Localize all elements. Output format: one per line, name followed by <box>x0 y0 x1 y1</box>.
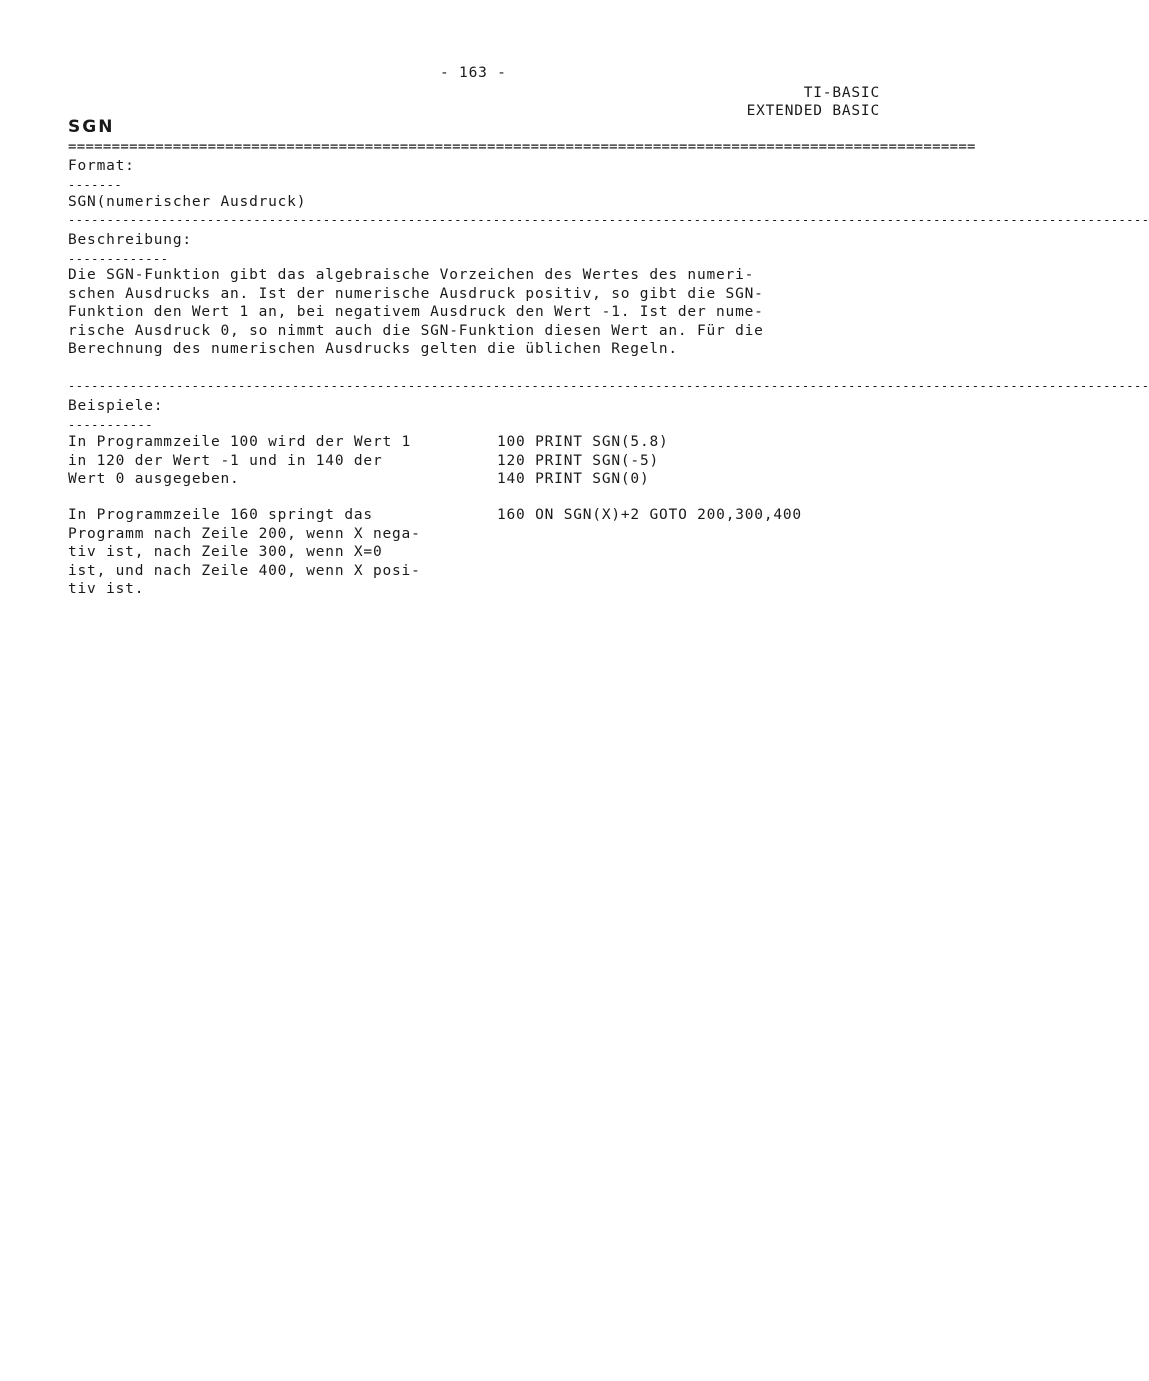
format-heading: Format: <box>68 158 135 174</box>
section-divider: -------------------------------------------------------------------------------------------------------------------------------------------- <box>68 379 1149 393</box>
example-text-line: tiv ist, nach Zeile 300, wenn X=0 <box>68 544 383 560</box>
example-1-code <box>497 433 669 489</box>
description-line: Die SGN-Funktion gibt das algebraische Vorzeichen des Wertes des numeri- <box>68 267 755 283</box>
example-text-line: ist, und nach Zeile 400, wenn X posi- <box>68 562 421 579</box>
example-text-line: In Programmzeile 100 wird der Wert 1 <box>68 434 412 450</box>
page-title: SGN <box>68 117 115 137</box>
example-1-text <box>68 433 411 489</box>
description-line: rische Ausdruck 0, so nimmt auch die SGN-Funktion diesen Wert an. Für die <box>68 322 764 339</box>
description-line: Funktion den Wert 1 an, bei negativem Ausdruck den Wert -1. Ist der nume- <box>68 304 764 320</box>
example-code-line: 100 PRINT SGN(5.8) <box>497 434 669 450</box>
description-paragraph <box>68 266 764 359</box>
description-line: Berechnung des numerischen Ausdrucks gelten die üblichen Regeln. <box>68 341 678 357</box>
description-heading-underline: ------------- <box>68 252 169 266</box>
example-2-text <box>68 506 421 599</box>
examples-heading-underline: ----------- <box>68 418 153 432</box>
example-code-line: 140 PRINT SGN(0) <box>497 471 650 487</box>
page-number: - 163 - <box>440 65 507 81</box>
example-text-line: tiv ist. <box>68 581 145 597</box>
double-rule: ======================================================================================================== <box>68 139 976 155</box>
example-text-line: Programm nach Zeile 200, wenn X nega- <box>68 525 421 542</box>
description-line: schen Ausdrucks an. Ist der numerische Ausdruck positiv, so gibt die SGN- <box>68 285 764 302</box>
example-text-line: in 120 der Wert -1 und in 140 der <box>68 452 383 469</box>
example-2-code <box>497 506 802 525</box>
format-heading-underline: ------- <box>68 178 123 192</box>
example-text-line: Wert 0 ausgegeben. <box>68 471 240 487</box>
example-code-line: 120 PRINT SGN(-5) <box>497 452 660 469</box>
description-heading: Beschreibung: <box>68 232 192 248</box>
examples-heading: Beispiele: <box>68 398 164 414</box>
example-text-line: In Programmzeile 160 springt das <box>68 507 373 523</box>
dialect-line-1: TI-BASIC <box>803 85 880 101</box>
example-code-line: 160 ON SGN(X)+2 GOTO 200,300,400 <box>497 507 802 523</box>
dialect-line-2: EXTENDED BASIC <box>746 103 880 119</box>
section-divider: -------------------------------------------------------------------------------------------------------------------------------------------- <box>68 213 1149 227</box>
format-syntax: SGN(numerischer Ausdruck) <box>68 194 307 210</box>
